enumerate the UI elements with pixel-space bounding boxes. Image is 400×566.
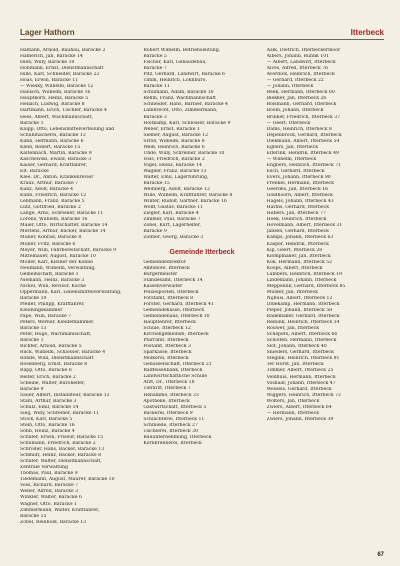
directory-entry: Baracke 11: [143, 84, 170, 90]
directory-entry: Averdick, Heinrich, Itterbeck: [266, 72, 335, 78]
directory-entry: Egbers, Jan, Itterbeck: [266, 144, 318, 150]
directory-entry: Lutz, Gottfried, Baracke 2: [20, 205, 81, 211]
directory-entry: Schäfer, Walter, Dienstmannschaft,: [20, 459, 102, 465]
directory-entry: Bürgermeister: [143, 271, 178, 277]
directory-entry: Lange, Arno, Schreiner, Baracke 11: [20, 211, 104, 217]
directory-entry: Maier, Otto, Wirtschafter, Baracke 14: [20, 223, 108, 229]
directory-entry: Elferink, Hendrik, Itterbeck 49: [266, 150, 339, 156]
directory-entry: Sparkasse, Itterbeck: [143, 350, 192, 356]
directory-entry: Schlachterei, Itterbeck 11: [143, 416, 205, 422]
directory-entry: Zwiers, Albert, Itterbeck 64: [266, 404, 332, 410]
directory-entry: Kaltenbach, Martin, Baracke 9: [20, 150, 92, 156]
directory-entry: Snieders, Gerhard, Itterbeck: [266, 350, 334, 356]
column-left: [20, 48, 137, 526]
directory-entry: Schumann, Friedrich, Baracke 2: [20, 441, 96, 447]
directory-entry: Lambrecht, Otto, Zimmermann,: [143, 108, 218, 114]
header-right-title: Itterbeck: [350, 28, 384, 37]
directory-entry: Rademaker, Gerhard, Itterbeck: [266, 314, 340, 320]
directory-entry: Peter, Hugo, Wachmannschaft,: [20, 332, 92, 338]
directory-entry: Veldhuis, Hermann, Itterbeck: [266, 374, 336, 380]
directory-entry: Gemeinschaft, Baracke 1: [20, 271, 79, 277]
directory-entry: Stegink, Heinrich, Itterbeck 81: [266, 356, 340, 362]
column-middle-top: [143, 48, 260, 242]
directory-entry: Baracke 15: [20, 513, 47, 519]
directory-entry: Hoas, Erwin, Baracke 11: [20, 78, 79, 84]
directory-entry: Hoek, Heinrich, Itterbeck: [266, 217, 327, 223]
directory-entry: Wagner, Otto, Baracke 1: [20, 501, 77, 507]
directory-entry: Ziegler, Karl, Baracke 4: [143, 211, 199, 217]
directory-entry: Schneider, Hans, Barbier, Baracke 4: [143, 102, 228, 108]
directory-entry: Meyer, Willi, Fahrbereitschaft, Baracke 9: [20, 247, 117, 253]
directory-entry: Slot, Johann, Itterbeck 40: [266, 344, 327, 350]
directory-entry: Baracke 1: [20, 338, 44, 344]
directory-entry: Lehmann, Franz, Baracke 5: [20, 199, 85, 205]
directory-entry: Gastwirtschaft, Itterbeck 5: [143, 404, 207, 410]
directory-entry: Walter, Emil, Lagerführung,: [143, 174, 209, 180]
directory-entry: Pfarramt, Itterbeck: [143, 338, 189, 344]
directory-entry: Lindemann, Johann, Itterbeck: [266, 277, 337, 283]
directory-entry: — Hermann, Itterbeck: [266, 410, 319, 416]
directory-entry: Scheibe, Walter, Bürohelfer,: [20, 380, 86, 386]
directory-entry: Hille, Karl, Schneider, Baracke 22: [20, 72, 100, 78]
directory-entry: Apotheke, Itterbeck: [143, 398, 190, 404]
directory-entry: Kaiser, Gerhard, Kraftfahrer,: [20, 162, 88, 168]
directory-entry: Kamps, Johann, Itterbeck 63: [266, 235, 334, 241]
directory-entry: Förster, Gerhard, Itterbeck 41: [143, 301, 214, 307]
directory-entry: Schröder, Hans, Bäcker, Baracke 13: [20, 447, 105, 453]
directory-entry: Siemer, August, Baracke 12: [143, 132, 209, 138]
directory-entry: Bauunternehmung, Itterbeck: [143, 434, 212, 440]
directory-entry: — Albert, Landwirt, Itterbeck: [266, 60, 336, 66]
directory-entry: Dams, Heinrich, Itterbeck 8: [266, 126, 332, 132]
directory-entry: Tierarzt, Itterbeck 7: [143, 386, 191, 392]
directory-entry: Neumann, Wilhelm, Verwaltung,: [20, 265, 96, 271]
directory-entry: Schäfer, Erwin, Friseur, Baracke 15: [20, 435, 104, 440]
directory-entry: Schulz, Emil, Baracke 14: [20, 404, 79, 410]
directory-entry: Weber, Ernst, Baracke 1: [143, 126, 200, 132]
directory-entry: Uhde, Willy, Schreiner, Baracke 10: [143, 150, 225, 156]
directory-entry: Winter, Rudolf, Gärtner, Baracke 16: [143, 199, 227, 205]
directory-entry: Blekker, Jan, Itterbeck 26: [266, 96, 327, 102]
directory-entry: Klein, Robert, Baracke 15: [20, 144, 81, 150]
directory-entry: — Wiesky, Wilhelm, Baracke 12: [20, 84, 94, 90]
directory-entry: Kaschewski, Ewald, Baracke 3: [20, 156, 92, 162]
directory-entry: Muller, Fritz, Baracke 6: [20, 241, 76, 247]
directory-entry: Depenbrock, Gerhard, Itterbeck: [266, 132, 342, 138]
directory-entry: Kip, Geert, Itterbeck 28: [266, 247, 323, 253]
page-header: [20, 28, 384, 40]
directory-entry: Sauer, Albert, Installateur, Baracke 12: [20, 392, 110, 398]
directory-entry: Scholten, Hermann, Itterbeck: [266, 338, 337, 344]
directory-entry: Meppelink, Gerhard, Itterbeck 85: [266, 283, 346, 289]
directory-entry: Hohmann, Ernst, Dienstmannschaft: [20, 66, 104, 72]
directory-entry: Ruck, Wilhelm, Schlosser, Baracke 4: [20, 350, 106, 356]
directory-entry: Hamann, Arnold, Bauhau, Baracke 2: [20, 48, 106, 53]
directory-entry: Weiß, Heinrich, Baracke 6: [143, 144, 205, 150]
directory-entry: Baracke 10: [20, 295, 47, 301]
directory-entry: Kunz, Adolf, Baracke 4: [20, 187, 74, 193]
directory-entry: Timm, Heinrich, Lohnbüro,: [143, 78, 207, 84]
directory-entry: Holtkamp, Karl, Schlosser, Baracke 9: [143, 120, 231, 126]
directory-entry: Kranz, Arthur, Baracke 7: [20, 181, 79, 187]
directory-entry: Aalk, Dietrich, Itterbeckermoor: [266, 48, 341, 53]
directory-entry: Molkerei, Itterbeck: [143, 356, 189, 362]
directory-entry: — Johann, Itterbeck: [266, 84, 314, 90]
directory-entry: Wiggers, Heinrich, Itterbeck 73: [266, 392, 341, 398]
directory-entry: Frenkel, Hermann, Itterbeck: [266, 181, 334, 187]
directory-entry: Schumann, Adam, Baracke 16: [143, 90, 214, 96]
directory-entry: Hauptlehrer, Itterbeck: [143, 319, 196, 325]
directory-entry: Schule, Itterbeck 12: [143, 326, 191, 332]
columns: [20, 48, 384, 526]
directory-entry: Hartmann, Erich, Tischler, Baracke 4: [20, 108, 107, 114]
directory-entry: Oppermann, Karl, Lebensmittelverwaltung,: [20, 289, 122, 295]
directory-entry: Sieg, Willy, Schreiner, Baracke 11: [20, 410, 99, 416]
directory-entry: Kirchengemeinde, Itterbeck: [143, 332, 209, 338]
directory-entry: Wolters, Jan, Itterbeck: [266, 398, 320, 404]
directory-entry: Boom, Johann, Itterbeck: [266, 108, 324, 114]
column-right: [267, 48, 384, 526]
directory-entry: Fischer, Karl, Gebäudebau,: [143, 60, 207, 66]
directory-entry: Genossenschaft, Itterbeck 21: [143, 362, 212, 368]
directory-entry: Evers, Johann, Itterbeck 90: [266, 174, 331, 180]
directory-entry: Jansen, Gerhard, Itterbeck: [266, 229, 329, 235]
directory-entry: Stock, Karl, Baracke 5: [20, 416, 73, 422]
directory-entry: Rohde, Willi, Dienstmannschaft: [20, 356, 94, 362]
directory-entry: Vogel, Heinz, Baracke 14: [143, 162, 202, 168]
directory-entry: Zentrale Verwaltung: [20, 465, 68, 471]
directory-entry: Zwiers, Johann, Itterbeck 39: [266, 416, 334, 422]
directory-entry: Rosenberg, Ernst, Baracke 8: [20, 362, 88, 368]
directory-entry: Niemann, Heinz, Baracke 3: [20, 277, 85, 283]
directory-entry: Reiter, Erich, Baracke 2: [20, 374, 76, 380]
page-number: 67: [377, 552, 384, 558]
directory-entry: Voss, Richard, Baracke 7: [20, 483, 79, 489]
directory-entry: Rehm, Franz, Wachmannschaft: [143, 96, 216, 102]
directory-entry: Müller, Konrad, Baracke 8: [20, 235, 82, 241]
directory-entry: Klopp, Otto, Lebensmittelverteilung und: [20, 126, 115, 132]
directory-entry: Kleidungskammer: [20, 308, 63, 314]
directory-entry: Nickel, Willi, Revisor, Küche: [20, 283, 86, 289]
directory-entry: Ter Horst, Jan, Itterbeck: [266, 362, 324, 368]
directory-entry: Peters, Werner, Kleiderkammer,: [20, 320, 95, 326]
header-left-title: Lager Hathorn: [20, 28, 75, 37]
directory-entry: Tischlerei, Itterbeck 30: [143, 428, 198, 434]
directory-entry: Hilbers, Jan, Itterbeck 77: [266, 211, 326, 217]
directory-entry: Kassenverwalter: [143, 283, 183, 289]
directory-entry: Forstamt, Itterbeck 8: [143, 295, 194, 301]
directory-entry: Baracke 5: [143, 54, 167, 60]
directory-entry: Kühn, Hermann, Baracke 6: [20, 138, 84, 144]
directory-entry: Oldekamp, Hermann, Itterbeck: [266, 301, 340, 307]
directory-entry: Rapp, Otto, Baracke 6: [20, 368, 72, 374]
directory-entry: Alves, Alfred, Itterbeck 76: [266, 66, 329, 72]
directory-entry: Schuhmacherei, Baracke 13: [20, 132, 86, 138]
directory-entry: Mertens, Arthur, Bäcker, Baracke 14: [20, 229, 106, 235]
directory-entry: Zobel, Kurt, Lagerhelfer,: [143, 223, 201, 229]
directory-entry: Klompmaker, Jan, Itterbeck: [266, 253, 331, 259]
directory-entry: Polizeiposten, Itterbeck: [143, 289, 199, 295]
directory-entry: Hagels, Johann, Itterbeck 43: [266, 199, 334, 205]
directory-entry: Tiedemann, August, Maurer, Baracke 10: [20, 477, 115, 483]
directory-entry: Esch, Gerhard, Itterbeck: [266, 168, 325, 174]
directory-entry: Baracke 13: [20, 326, 47, 332]
directory-entry: Baracke 7: [143, 66, 167, 72]
directory-entry: Hellach, Ludwig, Baracke 8: [20, 102, 85, 108]
directory-entry: Kuhn, Friedrich, Baracke 12: [20, 193, 87, 199]
directory-entry: Hövelmann, Albert, Itterbeck 31: [266, 223, 343, 229]
directory-entry: Hebamme, Itterbeck 33: [143, 392, 199, 398]
directory-entry: Harms, Gerhard, Itterbeck: [266, 205, 330, 211]
directory-entry: Zöllner, Georg, Baracke 3: [143, 235, 204, 241]
directory-entry: Voss, Friedrich, Baracke 2: [143, 156, 205, 162]
directory-entry: Wille, Wilhelm, Kraftfahrer, Baracke 8: [143, 193, 233, 199]
directory-entry: Kok, Hermann, Itterbeck 52: [266, 259, 333, 265]
directory-entry: Stroh, Wilhelm, Baracke 8: [143, 138, 205, 144]
directory-entry: Lambers, Heinrich, Itterbeck 19: [266, 271, 342, 277]
directory-entry: Schmiede, Itterbeck 27: [143, 422, 198, 428]
directory-entry: Zimmer, Paul, Baracke 7: [143, 217, 201, 223]
column-middle-bottom: [143, 260, 260, 447]
directory-entry: Pfeifer, Philipp, Kraftfahrer,: [20, 301, 85, 307]
directory-entry: Hanisch, Wilhelm, Baracke 16: [20, 90, 91, 96]
directory-entry: Elt. Baracke: [20, 168, 49, 174]
directory-entry: Geerdes, Jan, Itterbeck 16: [266, 187, 329, 193]
directory-entry: Mittelhauer, August, Baracke 10: [20, 253, 96, 259]
directory-entry: Hess, Albert, Wachmannschaft,: [20, 114, 94, 120]
directory-entry: Baracke 15: [143, 181, 170, 187]
directory-entry: Gemeindedirektor: [143, 259, 186, 265]
directory-entry: Wolff, Gustav, Baracke 11: [143, 205, 203, 211]
directory-entry: Timmer, Albert, Itterbeck 25: [266, 368, 334, 374]
directory-entry: Baracke 1: [20, 120, 44, 126]
directory-entry: Amtsbote, Itterbeck: [143, 265, 190, 271]
directory-entry: — Geert, Itterbeck: [266, 120, 311, 126]
directory-entry: Robert Wilhelm, Betriebsleitung,: [143, 48, 221, 53]
directory-entry: Hien, Willy, Baracke 10: [20, 60, 75, 66]
directory-entry: Hamerich, Jan, Baracke 14: [20, 54, 83, 60]
directory-entry: Voshaar, Johann, Itterbeck 47: [266, 380, 336, 386]
directory-entry: Mulder, Jan, Itterbeck: [266, 289, 318, 295]
directory-entry: Bäckerei, Itterbeck 9: [143, 410, 193, 416]
directory-entry: Brinker, Friedrich, Itterbeck 37: [266, 114, 341, 120]
directory-entry: Gemeindekasse, Itterbeck: [143, 307, 205, 313]
section-heading: Gemeinde Itterbeck: [169, 248, 235, 256]
directory-entry: Winkler, Walter, Baracke 6: [20, 495, 82, 501]
directory-entry: Baracke 9: [20, 386, 44, 392]
directory-entry: Wessels, Gerhard, Itterbeck: [266, 386, 332, 392]
directory-entry: Baracke 9: [143, 229, 167, 235]
directory-entry: Richter, Arnold, Baracke 5: [20, 344, 82, 350]
directory-entry: Arzt, Dr., Itterbeck 18: [143, 380, 195, 386]
directory-entry: Weber, Alfred, Baracke 3: [20, 489, 79, 495]
directory-entry: Schmidt, Heinz, Bäcker, Baracke 8: [20, 453, 102, 459]
directory-entry: Postamt, Itterbeck 3: [143, 344, 191, 350]
directory-entry: Beek, Hermann, Itterbeck 60: [266, 90, 335, 96]
directory-entry: Engbers, Heinrich, Itterbeck 71: [266, 162, 342, 168]
directory-entry: Landwirtschaftliche Schule: [143, 374, 208, 380]
directory-entry: Schepers, Albert, Itterbeck 66: [266, 332, 338, 338]
directory-entry: Kasper, Hendrik, Itterbeck: [266, 241, 329, 247]
column-middle: [143, 48, 260, 526]
directory-entry: Gemeindehaus, Itterbeck 10: [143, 313, 210, 319]
directory-entry: Bolsmann, Gerhard, Itterbeck: [266, 102, 337, 108]
directory-entry: Koops, Albert, Itterbeck: [266, 265, 323, 271]
directory-entry: Stein, Otto, Baracke 16: [20, 422, 75, 428]
directory-entry: Standesamt, Itterbeck 14: [143, 277, 203, 283]
directory-entry: Pitz, Gerhard, Landwirt, Baracke 6: [143, 72, 225, 78]
directory-entry: Pape, Willi, Baracke 7: [20, 314, 72, 320]
directory-entry: — Gerhard, Itterbeck 22: [266, 78, 324, 84]
directory-entry: Nijhuis, Albert, Itterbeck 12: [266, 295, 333, 301]
directory-entry: Lorenz, Wilhelm, Baracke 16: [20, 217, 88, 223]
directory-entry: Kornbrennerei, Itterbeck: [143, 440, 202, 446]
directory-entry: Pieper, Johann, Itterbeck 58: [266, 308, 333, 314]
directory-entry: Sohn, Heinz, Baracke 4: [20, 428, 75, 434]
directory-entry: Thomas, Paul, Baracke 9: [20, 471, 78, 477]
directory-entry: Zobel, Reinhold, Baracke 13: [20, 519, 87, 525]
directory-entry: Weinberg, Adolf, Baracke 12: [143, 187, 210, 193]
directory-entry: Goldhoorn, Albert, Itterbeck: [266, 193, 333, 199]
directory-entry: Raiffeisenbank, Itterbeck: [143, 368, 203, 374]
directory-entry: Klee, Dr., Anton, Krankenrevier: [20, 174, 94, 180]
directory-entry: Reinink, Heinrich, Itterbeck 34: [266, 320, 340, 326]
directory-entry: Albers, Johann, Ruhnk 101: [266, 54, 330, 60]
directory-entry: Diekmann, Albert, Itterbeck 54: [266, 138, 340, 144]
directory-entry: Möller, Karl, Kleiner der Köhne: [20, 259, 93, 265]
directory-entry: Wagner, Franz, Baracke 13: [143, 168, 207, 174]
directory-entry: Rouwer, Jan, Itterbeck: [266, 326, 319, 332]
directory-entry: Stahl, Arthur, Baracke 3: [20, 398, 77, 404]
directory-entry: Baracke 3: [143, 114, 167, 120]
directory-entry: Hauptkorn, Heinz, Baracke 5: [20, 96, 89, 102]
directory-entry: — Wilhelm, Itterbeck: [266, 156, 317, 162]
directory-entry: Zimmermann, Walter, Kraftfahrer,: [20, 507, 100, 513]
